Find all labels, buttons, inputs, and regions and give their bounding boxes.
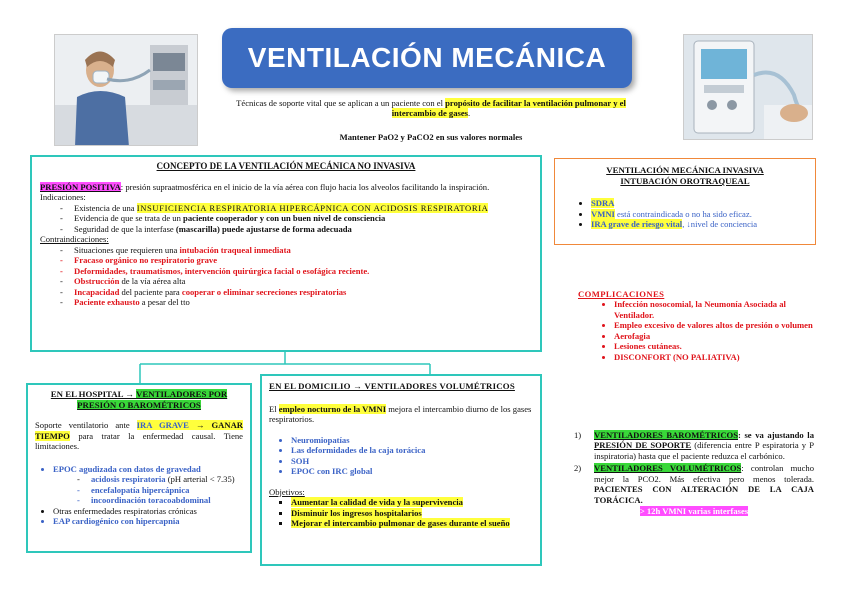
complicaciones-list bbox=[614, 299, 818, 362]
type-2: 2) VENTILADORES VOLUMÉTRICOS: controlan mucho mejor la PCO2. Más efectiva pero menos tolerada. PACIENTES CON ALTERACIÓN DE LA CAJA TORÁCICA. bbox=[574, 463, 814, 505]
list-item: • IRA grave de riesgo vital, ↓nivel de conciencia bbox=[591, 219, 807, 229]
presion-label: PRESIÓN POSITIVA bbox=[40, 181, 121, 192]
list-item: • Otras enfermedades respiratorias crónicas bbox=[53, 506, 243, 516]
ventilator-types bbox=[574, 430, 814, 517]
page-title: VENTILACIÓN MECÁNICA bbox=[247, 41, 607, 73]
type-1: 1) VENTILADORES BAROMÉTRICOS: se va ajustando la PRESIÓN DE SOPORTE (diferencia entre P espiratoria y P inspiratoria) hasta que el paciente reduzca el carbónico. bbox=[574, 430, 814, 461]
list-item: - Fracaso orgánico no respiratorio grave bbox=[40, 255, 532, 265]
domicilio-paragraph: El empleo nocturno de la VMNI mejora el intercambio diurno de los gases respiratorios. bbox=[269, 403, 532, 425]
invasiva-box bbox=[554, 158, 816, 245]
list-item: - Situaciones que requieren una intubación traqueal inmediata bbox=[40, 245, 532, 255]
list-item: ▪ Mejorar el intercambio pulmonar de gases durante el sueño bbox=[291, 518, 533, 528]
ind1-highlight: INSUFICIENCIA RESPIRATORIA HIPERCÁPNICA CON ACIDOSIS RESPIRATORIA bbox=[136, 202, 489, 213]
list-item: - Deformidades, traumatismos, intervención quirúrgica facial o esofágica reciente. bbox=[40, 266, 532, 276]
subtitle-end: . bbox=[468, 108, 471, 119]
list-item: - Existencia de una INSUFICIENCIA RESPIRATORIA HIPERCÁPNICA CON ACIDOSIS RESPIRATORIA bbox=[40, 203, 532, 213]
hospital-paragraph: Soporte ventilatorio ante IRA GRAVE → GANAR TIEMPO para tratar la enfermedad causal. Tiene limitaciones. bbox=[35, 420, 243, 452]
hospital-sublist bbox=[35, 474, 243, 505]
contraindicaciones-label: Contraindicaciones: bbox=[40, 234, 109, 245]
list-item: • SOH bbox=[291, 456, 533, 466]
list-item: - Seguridad de que la interfase (mascarilla) puede ajustarse de forma adecuada bbox=[40, 224, 532, 234]
list-item: • DISCONFORT (NO PALIATIVA) bbox=[614, 352, 818, 362]
list-item: • Neuromiopatías bbox=[291, 435, 533, 445]
indicaciones-label: Indicaciones: bbox=[40, 192, 86, 203]
list-item: • Las deformidades de la caja torácica bbox=[291, 445, 533, 455]
list-item: - Obstrucción de la vía aérea alta bbox=[40, 276, 532, 286]
complicaciones-heading: COMPLICACIONES bbox=[578, 289, 665, 299]
subtitle-line2: Mantener PaO2 y PaCO2 en sus valores normales bbox=[339, 132, 523, 142]
subtitle-text: Técnicas de soporte vital que se aplican a un paciente con el bbox=[236, 98, 446, 108]
list-item: • Infección nosocomial, la Neumonía Asociada al Ventilador. bbox=[614, 299, 818, 320]
list-item: - encefalopatía hipercápnica bbox=[57, 485, 243, 495]
list-item: ▪ Disminuir los ingresos hospitalarios bbox=[291, 508, 533, 518]
hospital-box bbox=[26, 383, 252, 553]
domicilio-heading: EN EL DOMICILIO → VENTILADORES VOLUMÉTRICOS bbox=[269, 381, 515, 391]
list-item: - Evidencia de que se trata de un paciente cooperador y con un buen nivel de consciencia bbox=[40, 213, 532, 223]
hospital-heading: EN EL HOSPITAL → VENTILADORES POR PRESIÓN O BAROMÉTRICOS bbox=[50, 389, 228, 410]
list-item: • SDRA bbox=[591, 198, 807, 208]
complicaciones-section bbox=[578, 289, 818, 362]
list-item: • Empleo excesivo de valores altos de presión o volumen bbox=[614, 320, 818, 330]
invasiva-heading-1: VENTILACIÓN MECÁNICA INVASIVA bbox=[606, 165, 764, 175]
presion-text: : presión supraatmosférica en el inicio de la vía aérea con flujo hacia los alveolos facilitando la inspiración. bbox=[120, 181, 490, 192]
invasiva-list bbox=[591, 198, 807, 229]
list-item: - acidosis respiratoria (pH arterial < 7.35) bbox=[57, 474, 243, 484]
list-item: • EAP cardiogénico con hipercapnia bbox=[53, 516, 243, 526]
list-item: • EPOC con IRC global bbox=[291, 466, 533, 476]
subtitle-highlight: propósito de facilitar la ventilación pulmonar y el intercambio de gases bbox=[391, 98, 626, 119]
list-item: - incoordinación toracoabdominal bbox=[57, 495, 243, 505]
niv-heading: CONCEPTO DE LA VENTILACIÓN MECÁNICA NO INVASIVA bbox=[156, 161, 416, 171]
list-item: - Incapacidad del paciente para cooperar o eliminar secreciones respiratorias bbox=[40, 287, 532, 297]
list-item: • VMNI está contraindicada o no ha sido eficaz. bbox=[591, 209, 807, 219]
list-item: • Aerofagia bbox=[614, 331, 818, 341]
domicilio-box bbox=[260, 374, 542, 566]
list-item: ▪ Aumentar la calidad de vida y la supervivencia bbox=[291, 497, 533, 507]
list-item: - Paciente exhausto a pesar del tto bbox=[40, 297, 532, 307]
objetivos-list bbox=[273, 497, 533, 528]
objetivos-label: Objetivos: bbox=[269, 486, 305, 497]
hospital-list bbox=[35, 464, 243, 474]
list-item: • Lesiones cutáneas. bbox=[614, 341, 818, 351]
domicilio-list bbox=[273, 435, 533, 477]
vmni-tag: > 12h VMNI varias interfases bbox=[639, 506, 749, 517]
hospital-list-2 bbox=[35, 506, 243, 527]
list-item: • EPOC agudizada con datos de gravedad bbox=[53, 464, 243, 474]
invasiva-heading-2: INTUBACIÓN OROTRAQUEAL bbox=[620, 175, 750, 186]
